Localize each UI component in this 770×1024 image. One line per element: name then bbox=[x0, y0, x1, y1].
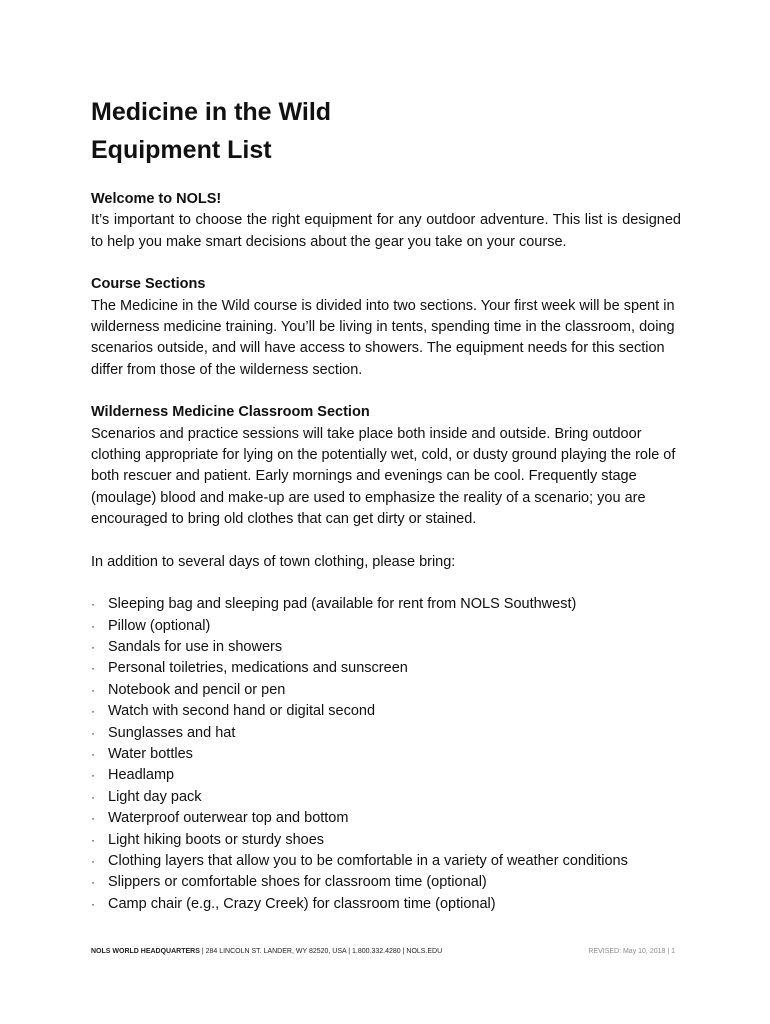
bullet-icon: · bbox=[91, 853, 95, 868]
page-footer bbox=[91, 946, 675, 958]
list-item bbox=[91, 830, 681, 851]
list-item bbox=[91, 701, 681, 722]
list-item-label: Watch with second hand or digital second bbox=[108, 703, 376, 720]
course-sections-paragraph: The Medicine in the Wild course is divided into two sections. Your first week will be spent in wilderness medicine training. You’ll be living in tents, spending time in the classroom, doing scenarios outside, and will have access to showers. The equipment needs for this section differ from those of the wilderness section. bbox=[91, 297, 675, 378]
bullet-icon: · bbox=[91, 618, 95, 633]
welcome-heading: Welcome to NOLS! bbox=[91, 191, 222, 207]
bullet-icon: · bbox=[91, 639, 95, 654]
title-line-1: Medicine in the Wild bbox=[91, 98, 332, 126]
list-item-label: Sunglasses and hat bbox=[108, 724, 236, 741]
bullet-icon: · bbox=[91, 811, 95, 826]
list-item bbox=[91, 680, 681, 701]
list-item bbox=[91, 658, 681, 679]
bullet-icon: · bbox=[91, 746, 95, 761]
list-item-label: Pillow (optional) bbox=[108, 617, 211, 634]
welcome-section bbox=[91, 189, 681, 253]
footer-revised: REVISED: May 10, 2018 | 1 bbox=[588, 948, 675, 955]
list-item-label: Sleeping bag and sleeping pad (available for rent from NOLS Southwest) bbox=[108, 596, 577, 613]
bullet-icon: · bbox=[91, 896, 95, 911]
course-sections-section bbox=[91, 274, 681, 381]
equipment-list bbox=[91, 594, 681, 915]
document-page bbox=[91, 93, 681, 915]
list-item-label: Water bottles bbox=[108, 745, 193, 762]
list-item bbox=[91, 637, 681, 658]
list-item-label: Light hiking boots or sturdy shoes bbox=[108, 831, 325, 848]
list-item-label: Waterproof outerwear top and bottom bbox=[108, 810, 349, 827]
bullet-icon: · bbox=[91, 789, 95, 804]
list-item-label: Light day pack bbox=[108, 788, 202, 805]
course-sections-heading: Course Sections bbox=[91, 276, 206, 293]
footer-org: NOLS WORLD HEADQUARTERS bbox=[91, 948, 200, 955]
list-item-label: Notebook and pencil or pen bbox=[108, 681, 286, 698]
welcome-paragraph: It’s important to choose the right equipment for any outdoor adventure. This list is designed to help you make smart decisions about the gear you take on your course. bbox=[91, 212, 681, 250]
list-item bbox=[91, 872, 681, 893]
classroom-section bbox=[91, 402, 681, 530]
list-item-label: Sandals for use in showers bbox=[108, 638, 283, 655]
footer-contact bbox=[91, 946, 442, 958]
bullet-icon: · bbox=[91, 597, 95, 612]
classroom-section-paragraph: Scenarios and practice sessions will take place both inside and outside. Bring outdoor clothing appropriate for lying on the potentially wet, cold, or dusty ground playing the role of both rescuer and patient. Early mornings and evenings can be cool. Frequently stage (moulage) blood and make-up are used to emphasize the reality of a scenario; you are encouraged to bring old clothes that can get dirty or stained. bbox=[91, 425, 676, 528]
list-item bbox=[91, 851, 681, 872]
classroom-section-heading: Wilderness Medicine Classroom Section bbox=[91, 404, 370, 421]
list-item-label: Personal toiletries, medications and sunscreen bbox=[108, 660, 408, 677]
bullet-icon: · bbox=[91, 704, 95, 719]
footer-address: | 284 LINCOLN ST. LANDER, WY 82520, USA | 1.800.332.4280 | NOLS.EDU bbox=[199, 948, 443, 955]
list-item-label: Clothing layers that allow you to be comfortable in a variety of weather conditions bbox=[108, 852, 628, 869]
bullet-icon: · bbox=[91, 832, 95, 847]
list-item bbox=[91, 765, 681, 786]
list-item bbox=[91, 808, 681, 829]
bullet-icon: · bbox=[91, 725, 95, 740]
list-item-label: Camp chair (e.g., Crazy Creek) for classroom time (optional) bbox=[108, 895, 496, 912]
list-item bbox=[91, 616, 681, 637]
bring-intro: In addition to several days of town clothing, please bring: bbox=[91, 553, 456, 570]
list-item bbox=[91, 744, 681, 765]
list-item bbox=[91, 894, 681, 915]
list-item bbox=[91, 594, 681, 615]
page-title bbox=[91, 93, 681, 169]
list-item-label: Headlamp bbox=[108, 767, 175, 784]
bullet-icon: · bbox=[91, 661, 95, 676]
list-item bbox=[91, 787, 681, 808]
list-item-label: Slippers or comfortable shoes for classroom time (optional) bbox=[108, 874, 487, 891]
bullet-icon: · bbox=[91, 682, 95, 697]
title-line-2: Equipment List bbox=[91, 136, 272, 164]
bullet-icon: · bbox=[91, 768, 95, 783]
bullet-icon: · bbox=[91, 875, 95, 890]
list-item bbox=[91, 723, 681, 744]
